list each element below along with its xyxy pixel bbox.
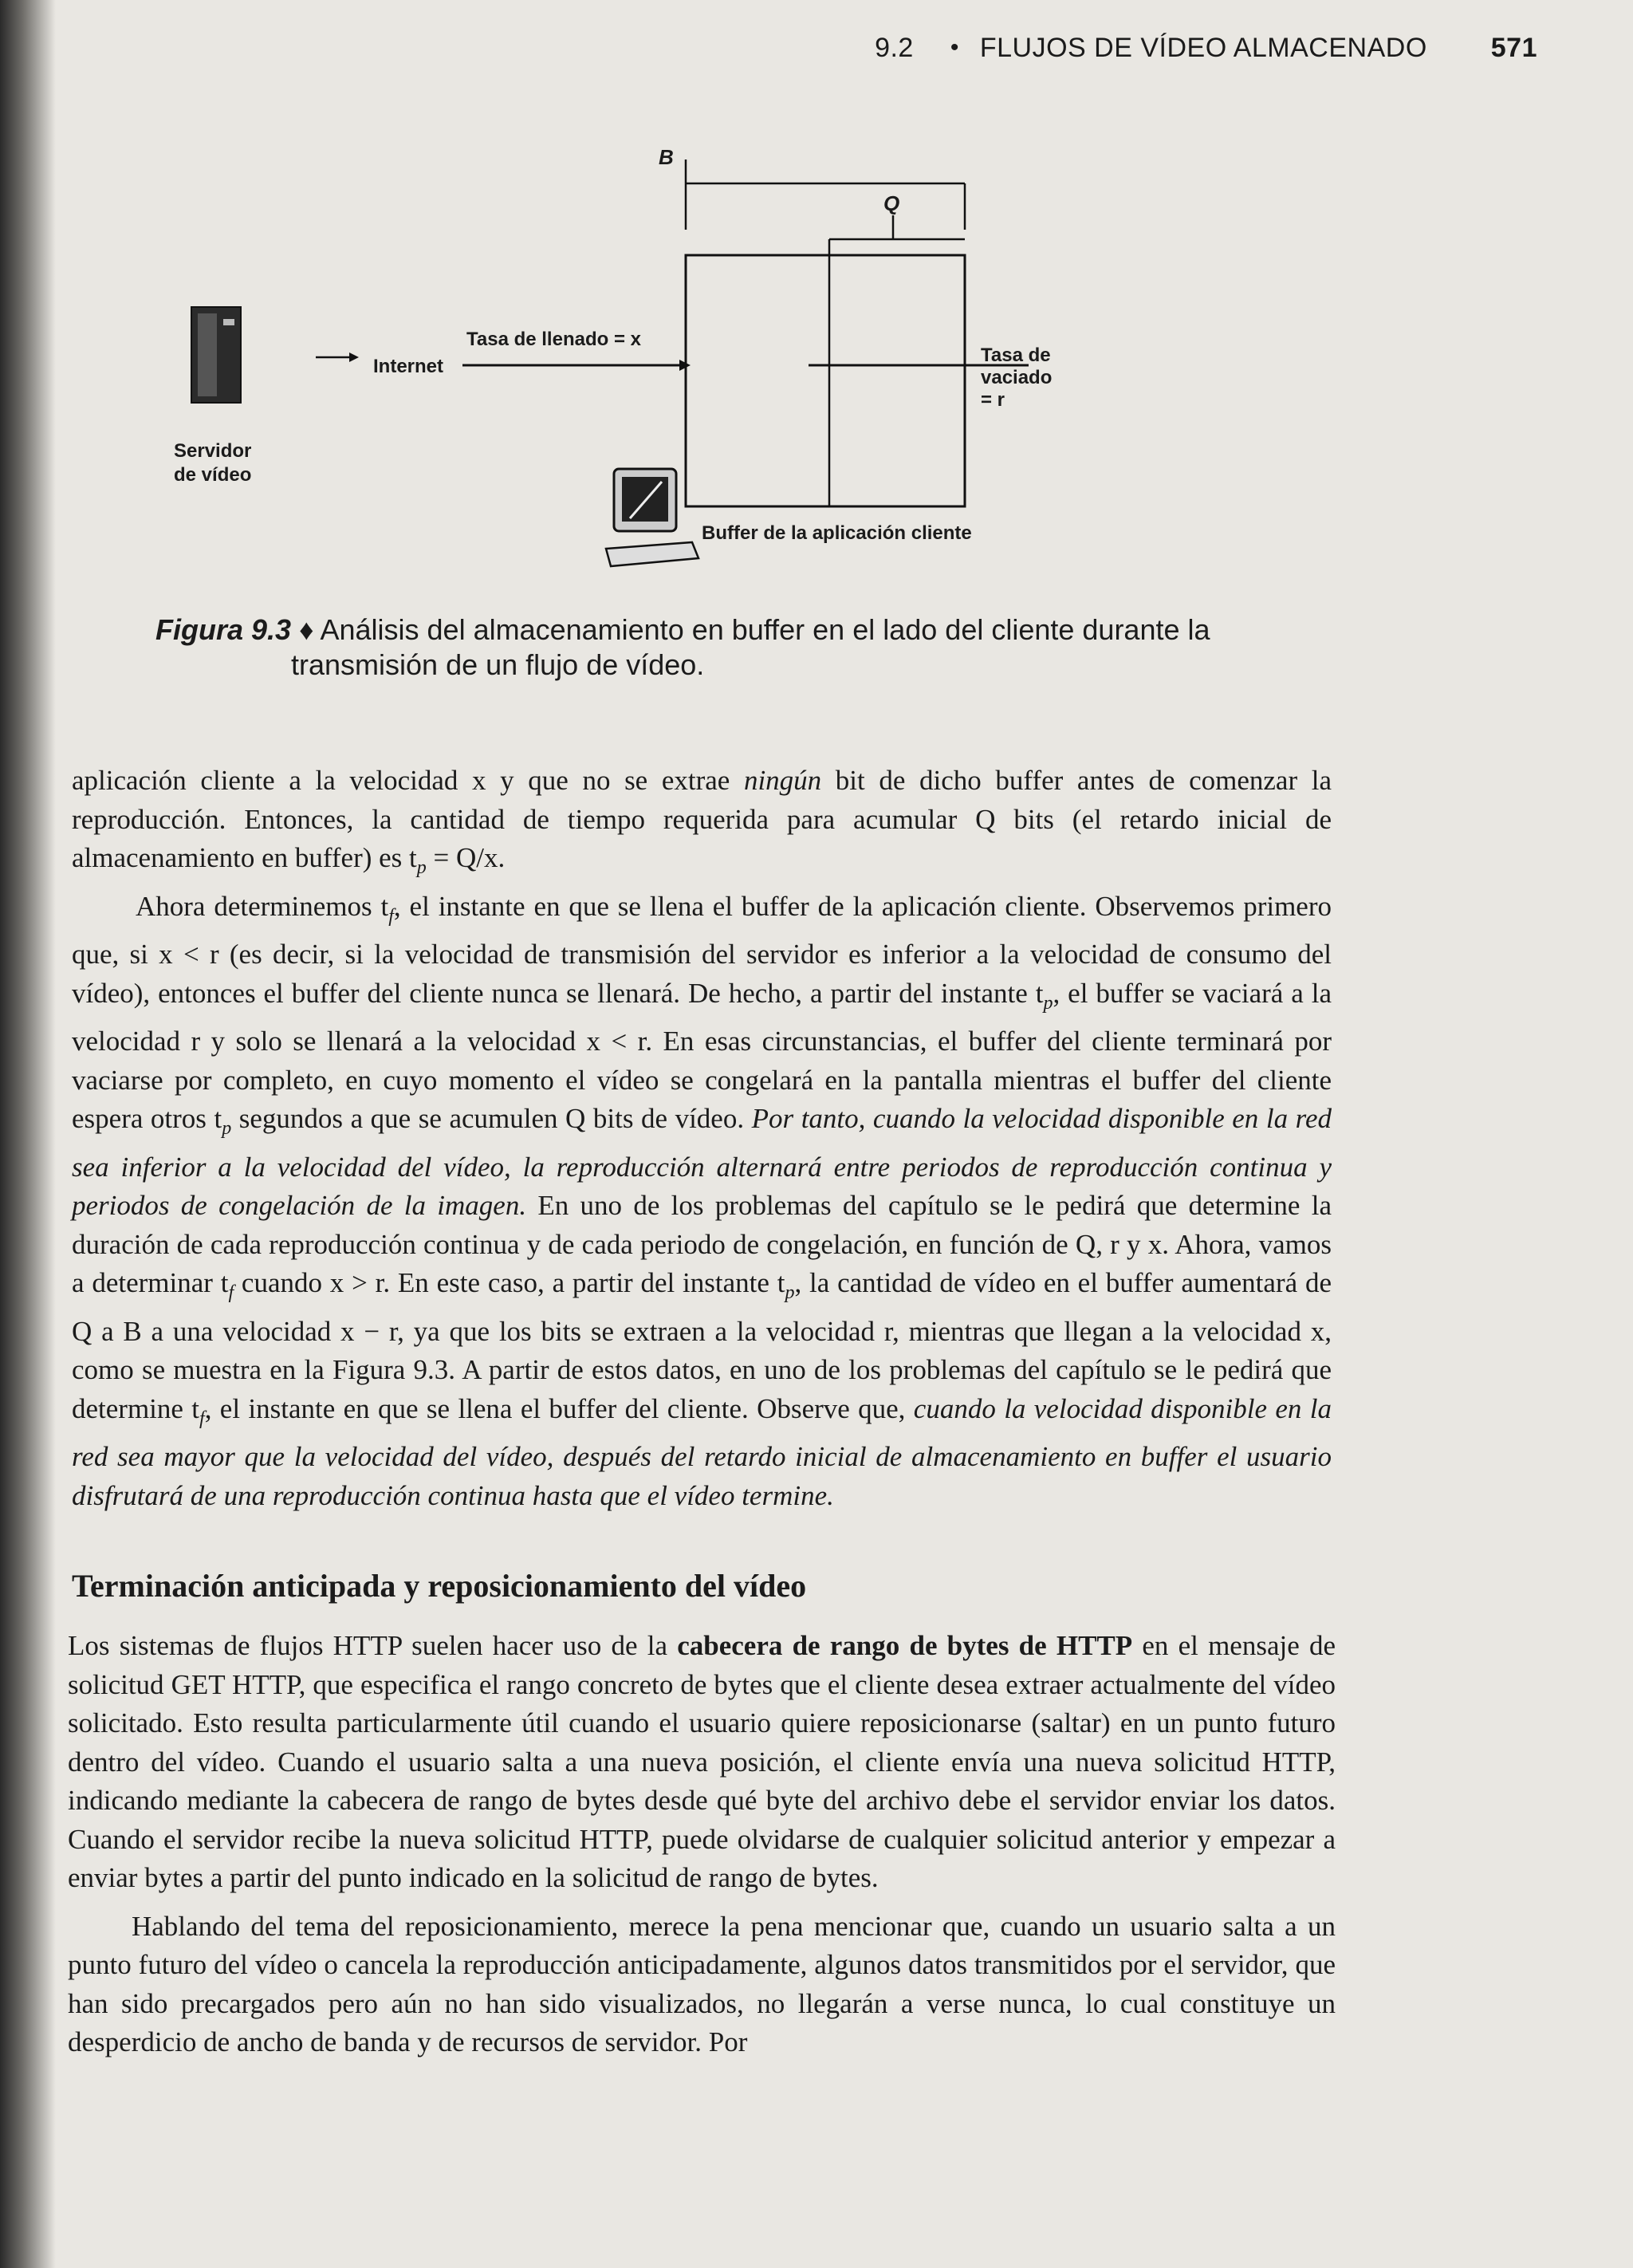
paragraph-2: Ahora determinemos $t_f$, el instante en que se llena el buffer de la aplicación cliente. Observemos primero que, si x < r (es decir, si la velocidad de transmisión del servidor es inferior a la velocidad de consumo del vídeo), entonces el buffer del cliente nunca se llenará. De hecho, a partir del instante $t_p$, el buffer se vaciará a la velocidad r y solo se llenará a la velocidad x < r. En esas circunstancias, el buffer del cliente terminará por vaciarse por completo, en cuyo momento el vídeo se congelará en la pantalla mientras el buffer del cliente espera otros $t_p$ segundos a que se acumulen Q bits de vídeo. Por tanto, cuando la velocidad disponible en la red sea inferior a la velocidad del vídeo, la reproducción alternará entre periodos de reproducción continua y periodos de congelación de la imagen. En uno de los problemas del capítulo se le pedirá que determine la duración de cada reproducción continua y de cada periodo de congelación, en función de Q, r y x. Ahora, vamos a determinar $t_f$ cuando x > r. En este caso, a partir del instante $t_p$, la cantidad de vídeo en el buffer aumentará de Q a B a una velocidad x − r, ya que los bits se extraen a la velocidad r, mientras que llegan a la velocidad x, como se muestra en la Figura 9.3. A partir de estos datos, en uno de los problemas del capítulo se le pedirá que determine $t_f$, el instante en que se llena el buffer del cliente. Observe que, cuando la velocidad disponible en la red sea mayor que la velocidad del vídeo, después del retardo inicial de almacenamiento en buffer el usuario disfrutará de una reproducción continua hasta que el vídeo termine.	[72, 890, 1332, 1511]
caption-line-2: transmisión de un flujo de vídeo.	[291, 648, 705, 681]
caption-line-1: Análisis del almacenamiento en buffer en el lado del cliente durante la	[320, 613, 1210, 646]
label-b: B	[659, 145, 674, 169]
book-spine-shadow	[0, 0, 56, 2268]
server-label-2: de vídeo	[174, 464, 252, 486]
header-bullet: •	[950, 34, 959, 61]
server-label-1: Servidor	[174, 440, 252, 462]
figure-caption	[155, 612, 1272, 683]
figure-9-3	[159, 136, 1053, 582]
chapter-title: FLUJOS DE VÍDEO ALMACENADO	[979, 32, 1427, 63]
video-server-icon	[191, 307, 241, 403]
body-text-lower	[68, 1627, 1336, 2062]
paragraph-4: Hablando del tema del reposicionamiento, merece la pena mencionar que, cuando un usuario salta a un punto futuro del vídeo o cancela la reproducción anticipadamente, algunos datos transmitidos por el servidor, que han sido precargados pero aún no han sido visualizados, no llegarán a verse nunca, lo cual constituye un desperdicio de ancho de banda y de recursos de servidor. Por	[68, 1910, 1336, 2057]
section-number: 9.2	[875, 32, 914, 63]
running-header	[718, 24, 1537, 72]
paragraph-1: aplicación cliente a la velocidad x y que no se extrae ningún bit de dicho buffer antes de comenzar la reproducción. Entonces, la cantidad de tiempo requerida para acumular Q bits (el retardo inicial de almacenamiento en buffer) es $t_p = Q/x$.	[72, 765, 1332, 878]
caption-bullet: ♦	[299, 613, 314, 646]
internet-label: Internet	[373, 356, 444, 377]
client-buffer-box	[686, 255, 965, 506]
buffer-diagram	[159, 136, 1037, 582]
buffer-label: Buffer de la aplicación cliente	[702, 522, 972, 544]
label-q: Q	[883, 191, 900, 215]
page-number: 571	[1490, 32, 1537, 63]
figure-number: Figura 9.3	[155, 613, 292, 646]
paragraph-3: Los sistemas de flujos HTTP suelen hacer uso de la cabecera de rango de bytes de HTTP en el mensaje de solicitud GET HTTP, que especifica el rango concreto de bytes que el cliente desea extraer actualmente del vídeo solicitado. Esto resulta particularmente útil cuando el usuario quiere reposicionarse (saltar) en un punto futuro dentro del vídeo. Cuando el usuario salta a una nueva posición, el cliente envía una nueva solicitud HTTP, indicando mediante la cabecera de rango de bytes desde qué byte del archivo debe el servidor enviar los datos. Cuando el servidor recibe la nueva solicitud HTTP, puede olvidarse de cualquier solicitud anterior y empezar a enviar bytes a partir del punto indicado en la solicitud de rango de bytes.	[68, 1630, 1336, 1893]
section-heading: Terminación anticipada y reposicionamiento del vídeo	[72, 1568, 807, 1604]
body-text-upper	[72, 762, 1332, 1515]
drain-rate-label: Tasa de vaciado = r	[981, 345, 1053, 411]
fill-rate-label: Tasa de llenado = x	[466, 329, 641, 350]
